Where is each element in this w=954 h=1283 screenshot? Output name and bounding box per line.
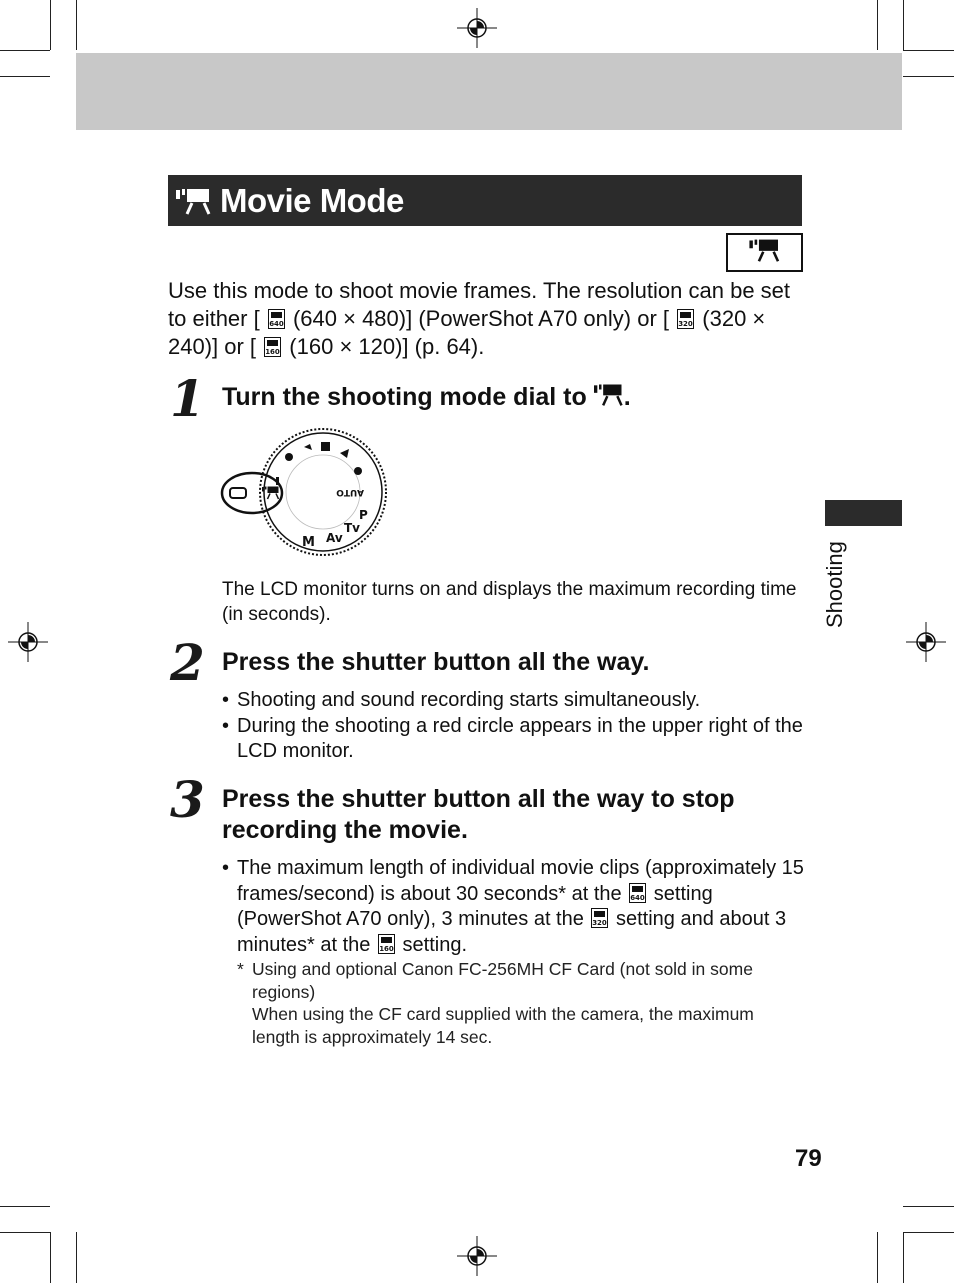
dial-av-label: Av	[326, 531, 343, 545]
svg-text:320: 320	[678, 320, 693, 328]
svg-text:160: 160	[379, 944, 394, 953]
crop-mark	[0, 76, 50, 77]
step-bullets	[222, 688, 807, 765]
svg-text:160: 160	[265, 348, 280, 356]
crop-mark	[903, 76, 954, 77]
mode-dial-illustration	[218, 425, 388, 560]
dial-p-label: P	[359, 508, 368, 522]
crop-mark	[903, 50, 954, 51]
footnote-mark: *	[237, 959, 244, 979]
section-title-bar	[168, 175, 802, 226]
resolution-640-icon	[268, 309, 285, 329]
crop-mark	[50, 1232, 51, 1283]
registration-mark-icon	[457, 1236, 497, 1276]
registration-mark-icon	[906, 622, 946, 662]
movie-camera-icon	[749, 237, 781, 268]
header-band	[76, 53, 902, 130]
crop-mark	[903, 1232, 954, 1233]
page-number: 79	[795, 1145, 822, 1172]
svg-text:640: 640	[269, 320, 284, 328]
crop-mark	[903, 1232, 904, 1283]
resolution-640-icon	[629, 883, 646, 903]
step-bullets	[222, 856, 807, 958]
crop-mark	[0, 1232, 50, 1233]
footnote-line: When using the CF card supplied with the camera, the maximum length is approximately 14 sec.	[252, 1004, 754, 1047]
mode-indicator-box	[726, 233, 803, 272]
list-item: • The maximum length of individual movie clips (approximately 15 frames/second) is about 30 seconds* at the 640 setting (PowerShot A70 only), 3 minutes at the 320 setting and about 3 minutes* at the 160 setting.	[222, 856, 807, 958]
svg-text:640: 640	[630, 893, 646, 902]
crop-mark	[877, 1232, 878, 1283]
page-title: Movie Mode	[220, 181, 404, 219]
resolution-320-icon	[677, 309, 694, 329]
svg-text:320: 320	[592, 919, 608, 927]
step-number: 2	[170, 633, 205, 692]
crop-mark	[50, 0, 51, 50]
crop-mark	[903, 0, 904, 50]
crop-mark	[0, 1206, 50, 1207]
movie-camera-icon	[594, 383, 624, 411]
resolution-160-icon	[264, 337, 281, 357]
step-number: 3	[170, 770, 205, 829]
step-heading: Press the shutter button all the way to stop recording the movie.	[222, 785, 735, 844]
step-heading: Turn the shooting mode dial to .	[222, 383, 631, 411]
resolution-320-icon	[591, 908, 608, 928]
dial-auto-label: AUTO	[336, 487, 364, 497]
crop-mark	[903, 1206, 954, 1207]
step-heading: Press the shutter button all the way.	[222, 648, 650, 676]
resolution-160-icon	[378, 934, 395, 954]
side-tab-label: Shooting	[822, 541, 847, 628]
crop-mark	[0, 50, 50, 51]
step-note: The LCD monitor turns on and displays the maximum recording time (in seconds).	[222, 579, 797, 625]
crop-mark	[76, 0, 77, 50]
list-item: • Shooting and sound recording starts simultaneously.	[222, 688, 807, 714]
registration-mark-icon	[8, 622, 48, 662]
crop-mark	[877, 0, 878, 50]
crop-mark	[76, 1232, 77, 1283]
registration-mark-icon	[457, 8, 497, 48]
movie-camera-icon	[176, 186, 212, 216]
list-item: • During the shooting a red circle appears in the upper right of the LCD monitor.	[222, 714, 807, 765]
side-tab-marker	[825, 500, 902, 526]
mode-dial-icon	[222, 429, 386, 555]
intro-paragraph: Use this mode to shoot movie frames. The resolution can be set to either [ 640 (640 × 480)] (PowerShot A70 only) or [ 320 (320 × 240)] or [ 160 (160 × 120)] (p. 64).	[168, 278, 791, 359]
step-number: 1	[170, 369, 205, 428]
dial-tv-label: Tv	[344, 521, 361, 535]
footnote	[237, 958, 797, 1048]
dial-m-label: M	[302, 535, 315, 550]
footnote-line: Using and optional Canon FC-256MH CF Card (not sold in some regions)	[252, 959, 753, 1002]
